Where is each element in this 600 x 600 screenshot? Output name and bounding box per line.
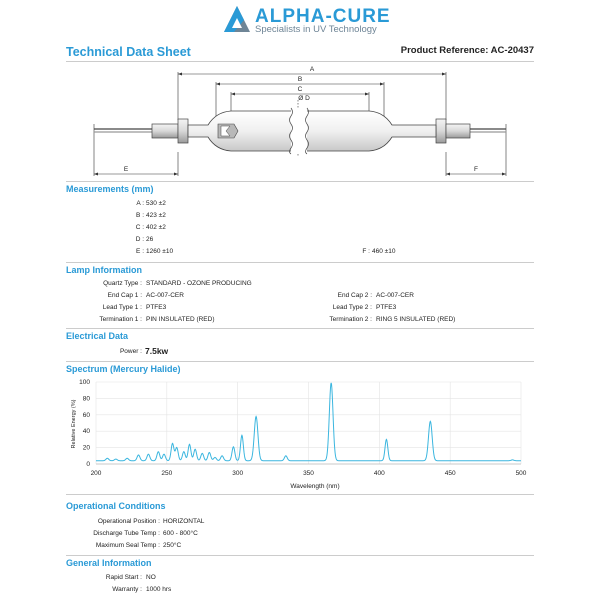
y-tick-label: 0	[86, 461, 90, 468]
warranty-label: Warranty :	[112, 586, 142, 593]
general-info-heading: General Information	[66, 558, 152, 568]
measure-d-label: D :	[135, 236, 144, 243]
y-tick-label: 20	[82, 444, 90, 452]
rapid-start-value: NO	[146, 574, 156, 581]
electrical-heading: Electrical Data	[66, 331, 129, 341]
lead-type-2-value: PTFE3	[376, 304, 397, 311]
dimension-f-label: F	[474, 166, 478, 173]
measurements-heading: Measurements (mm)	[66, 184, 154, 194]
end-cap-2-label: End Cap 2 :	[337, 292, 372, 299]
divider	[66, 494, 534, 495]
divider	[66, 361, 534, 362]
end-cap-1-value: AC-007-CER	[146, 292, 184, 299]
x-axis-label: Wavelength (nm)	[290, 483, 340, 490]
dimension-d-label: Ø D	[298, 95, 310, 102]
x-tick-label: 500	[515, 470, 527, 477]
lead-type-1-value: PTFE3	[146, 304, 167, 311]
lamp-dimension-diagram	[66, 62, 534, 180]
x-tick-label: 450	[444, 470, 456, 477]
y-tick-label: 80	[82, 395, 90, 403]
spectrum-chart	[66, 372, 534, 492]
divider	[66, 262, 534, 263]
dimension-c-label: C	[297, 86, 303, 93]
warranty-value: 1000 hrs	[146, 586, 172, 593]
brand-tagline: Specialists in UV Technology	[255, 24, 377, 35]
operational-position-value: HORIZONTAL	[163, 518, 205, 525]
measure-c-label: C :	[135, 224, 144, 231]
termination-2-value: RING 5 INSULATED (RED)	[376, 316, 456, 323]
termination-2-label: Termination 2 :	[329, 316, 372, 323]
spectrum-heading: Spectrum (Mercury Halide)	[66, 364, 181, 374]
measure-f-label: F :	[362, 248, 370, 255]
end-cap-2-value: AC-007-CER	[376, 292, 414, 299]
x-tick-label: 350	[303, 470, 314, 477]
termination-1-value: PIN INSULATED (RED)	[146, 316, 215, 323]
x-tick-label: 400	[373, 470, 385, 477]
rapid-start-label: Rapid Start :	[105, 574, 142, 581]
dimension-b-label: B	[297, 76, 303, 83]
measure-f-value: 460 ±10	[372, 248, 396, 255]
lead-type-1-label: Lead Type 1 :	[102, 304, 142, 311]
quartz-type-label: Quartz Type :	[103, 280, 142, 287]
divider	[66, 181, 534, 182]
x-tick-label: 200	[90, 470, 102, 477]
max-seal-temp-value: 250°C	[163, 542, 182, 549]
termination-1-label: Termination 1 :	[99, 316, 142, 323]
measure-d-value: 26	[146, 236, 154, 243]
y-tick-label: 40	[82, 428, 90, 436]
x-tick-label: 300	[232, 470, 244, 477]
dimension-a-label: A	[309, 66, 315, 73]
product-reference: Product Reference: AC-20437	[400, 45, 534, 56]
end-cap-1-label: End Cap 1 :	[107, 292, 142, 299]
y-tick-label: 60	[82, 411, 90, 419]
discharge-tube-temp-value: 600 - 800°C	[163, 530, 198, 537]
operational-heading: Operational Conditions	[66, 501, 166, 511]
quartz-type-value: STANDARD - OZONE PRODUCING	[146, 280, 252, 287]
divider	[66, 555, 534, 556]
y-axis-label: Relative Energy (%)	[71, 399, 77, 449]
power-label: Power :	[119, 348, 142, 355]
power-value: 7.5kw	[145, 346, 169, 356]
measure-a-label: A :	[136, 200, 144, 207]
dimension-e-label: E	[123, 166, 129, 173]
measure-b-label: B :	[136, 212, 144, 219]
alpha-cure-logo-icon	[222, 4, 252, 34]
measure-b-value: 423 ±2	[146, 212, 166, 219]
measure-a-value: 530 ±2	[146, 200, 166, 207]
discharge-tube-temp-label: Discharge Tube Temp :	[93, 530, 160, 537]
brand-name: ALPHA-CURE	[255, 6, 391, 27]
divider	[66, 328, 534, 329]
page-title: Technical Data Sheet	[66, 45, 191, 59]
measure-e-value: 1260 ±10	[146, 248, 174, 255]
measure-c-value: 402 ±2	[146, 224, 166, 231]
max-seal-temp-label: Maximum Seal Temp :	[95, 542, 160, 549]
lamp-info-heading: Lamp Information	[66, 265, 142, 275]
x-tick-label: 250	[161, 470, 173, 477]
operational-position-label: Operational Position :	[97, 518, 160, 525]
measure-e-label: E :	[136, 248, 144, 255]
lead-type-2-label: Lead Type 2 :	[332, 304, 372, 311]
y-tick-label: 100	[79, 379, 90, 386]
